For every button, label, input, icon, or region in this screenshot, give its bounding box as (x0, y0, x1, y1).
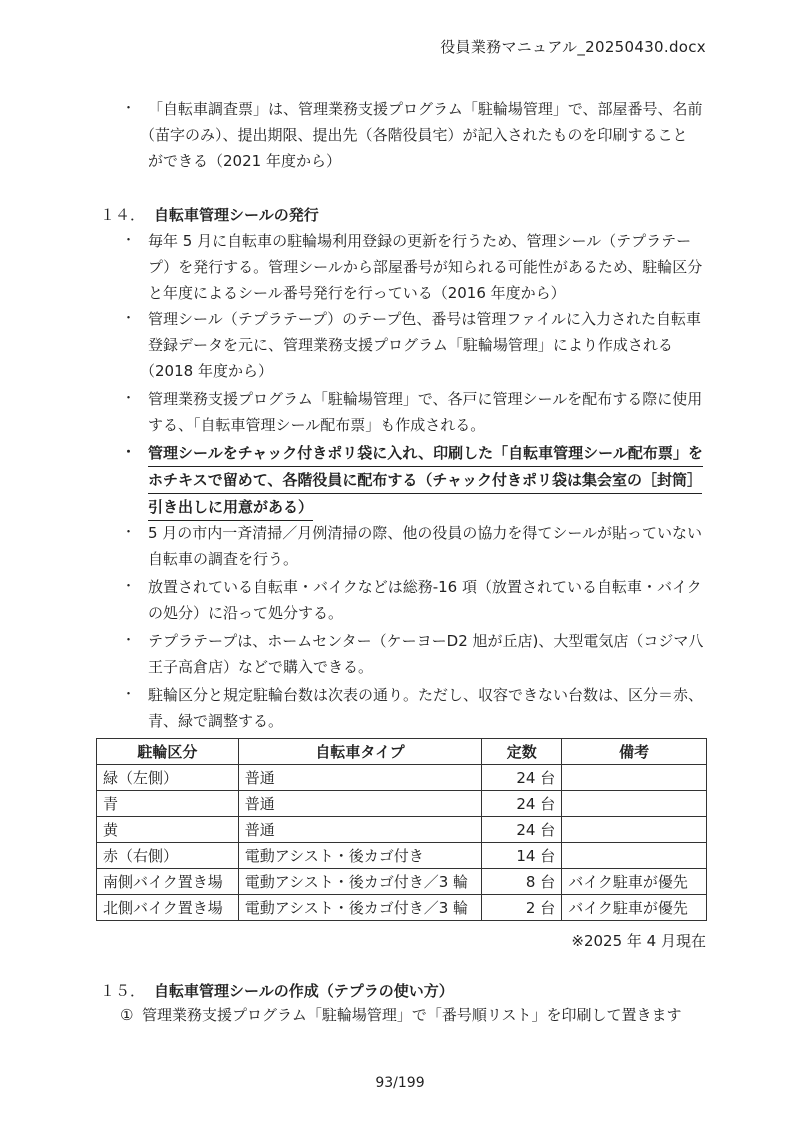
text-line: 自転車の調査を行う。 (148, 550, 299, 568)
table-cell: バイク駐車が優先 (562, 869, 707, 895)
column-header: 備考 (562, 739, 707, 765)
section-number: １４． (100, 206, 146, 224)
table-cell: 黄 (97, 817, 239, 843)
section-title: 自転車管理シールの発行 (154, 206, 319, 224)
bullet-text (148, 574, 708, 626)
table-cell (562, 817, 707, 843)
bullet-marker: ・ (122, 445, 136, 460)
text-line: 放置されている自転車・バイクなどは総務-16 項（放置されている自転車・バイク (148, 578, 702, 596)
bullet-text (148, 440, 708, 521)
column-header: 自転車タイプ (238, 739, 482, 765)
step-marker: ① (120, 1006, 134, 1024)
text-line: と年度によるシール番号発行を行っている（2016 年度から） (148, 284, 566, 302)
bullet-text (148, 520, 708, 572)
section-title: 自転車管理シールの作成（テプラの使い方） (154, 982, 454, 1000)
parking-allocation-table (96, 738, 707, 921)
bullet-marker: ・ (122, 579, 136, 594)
table-row (97, 869, 707, 895)
table-cell: 北側バイク置き場 (97, 895, 239, 921)
bullet-marker: ・ (122, 525, 136, 540)
bullet-text (140, 96, 708, 174)
table-cell (562, 765, 707, 791)
bullet-text (148, 386, 708, 438)
document-filename: 役員業務マニュアル_20250430.docx (440, 38, 706, 56)
bullet-marker: ・ (122, 633, 136, 648)
text-line: 管理シールをチャック付きポリ袋に入れ、印刷した「自転車管理シール配布票」を (148, 440, 703, 467)
bullet-marker: ・ (122, 233, 136, 248)
bullet-text (148, 628, 708, 680)
text-line: 毎年 5 月に自転車の駐輪場利用登録の更新を行うため、管理シール（テプラテー (148, 232, 692, 250)
bullet-text (148, 228, 708, 306)
table-cell: 電動アシスト・後カゴ付き (238, 843, 482, 869)
bullet-text (148, 682, 708, 734)
table-cell: 電動アシスト・後カゴ付き／3 輪 (238, 869, 482, 895)
table-cell (562, 791, 707, 817)
page-number: 93/199 (375, 1075, 425, 1091)
column-header: 定数 (482, 739, 562, 765)
table-row (97, 895, 707, 921)
table-cell: 2 台 (482, 895, 562, 921)
table-cell: 24 台 (482, 817, 562, 843)
column-header: 駐輪区分 (97, 739, 239, 765)
step-item (120, 1004, 682, 1026)
text-line: （2018 年度から） (140, 362, 273, 380)
table-cell: 14 台 (482, 843, 562, 869)
section-number: １５． (100, 982, 146, 1000)
table-header-row (97, 739, 707, 765)
text-line: 引き出しに用意がある） (148, 494, 313, 521)
text-line: 「自転車調査票」は、管理業務支援プログラム「駐輪場管理」で、部屋番号、名前 (148, 100, 703, 118)
table-cell: 24 台 (482, 765, 562, 791)
step-text: 管理業務支援プログラム「駐輪場管理」で「番号順リスト」を印刷して置きます (142, 1006, 682, 1024)
text-line: ホチキスで留めて、各階役員に配布する（チャック付きポリ袋は集会室の［封筒］ (148, 467, 702, 494)
text-line: 王子高倉店）などで購入できる。 (148, 658, 374, 676)
section-heading-14 (100, 202, 319, 228)
table-row (97, 817, 707, 843)
table-cell: 8 台 (482, 869, 562, 895)
text-line: する、「自転車管理シール配布票」も作成される。 (148, 416, 486, 434)
table-cell: 電動アシスト・後カゴ付き／3 輪 (238, 895, 482, 921)
table-cell: 普通 (238, 791, 482, 817)
table-cell (562, 843, 707, 869)
bullet-marker: ・ (122, 311, 136, 326)
table-row (97, 843, 707, 869)
text-line: （苗字のみ）、提出期限、提出先（各階役員宅）が記入されたものを印刷すること (140, 126, 688, 144)
table-cell: 24 台 (482, 791, 562, 817)
text-line: ができる（2021 年度から） (148, 152, 341, 170)
bullet-text (140, 306, 708, 384)
table-row (97, 791, 707, 817)
table-cell: バイク駐車が優先 (562, 895, 707, 921)
text-line: の処分）に沿って処分する。 (148, 604, 344, 622)
table-cell: 赤（右側） (97, 843, 239, 869)
bullet-marker: ・ (122, 391, 136, 406)
table-cell: 普通 (238, 817, 482, 843)
text-line: 管理シール（テプラテープ）のテープ色、番号は管理ファイルに入力された自転車 (148, 310, 702, 328)
section-heading-15 (100, 978, 454, 1004)
text-line: 管理業務支援プログラム「駐輪場管理」で、各戸に管理シールを配布する際に使用 (148, 390, 703, 408)
table-note: ※2025 年 4 月現在 (571, 932, 706, 950)
table-cell: 青 (97, 791, 239, 817)
bullet-marker: ・ (122, 687, 136, 702)
text-line: テプラテープは、ホームセンター（ケーヨーD2 旭が丘店)、大型電気店（コジマ八 (148, 632, 704, 650)
bullet-marker: ・ (122, 101, 136, 116)
table-row (97, 765, 707, 791)
table-cell: 南側バイク置き場 (97, 869, 239, 895)
table-cell: 普通 (238, 765, 482, 791)
text-line: プ）を発行する。管理シールから部屋番号が知られる可能性があるため、駐輪区分 (148, 258, 703, 276)
text-line: 登録データを元に、管理業務支援プログラム「駐輪場管理」により作成される (148, 336, 673, 354)
text-line: 5 月の市内一斉清掃／月例清掃の際、他の役員の協力を得てシールが貼っていない (148, 524, 703, 542)
text-line: 青、緑で調整する。 (148, 712, 284, 730)
text-line: 駐輪区分と規定駐輪台数は次表の通り。ただし、収容できない台数は、区分＝赤、 (148, 686, 704, 704)
table-cell: 緑（左側） (97, 765, 239, 791)
